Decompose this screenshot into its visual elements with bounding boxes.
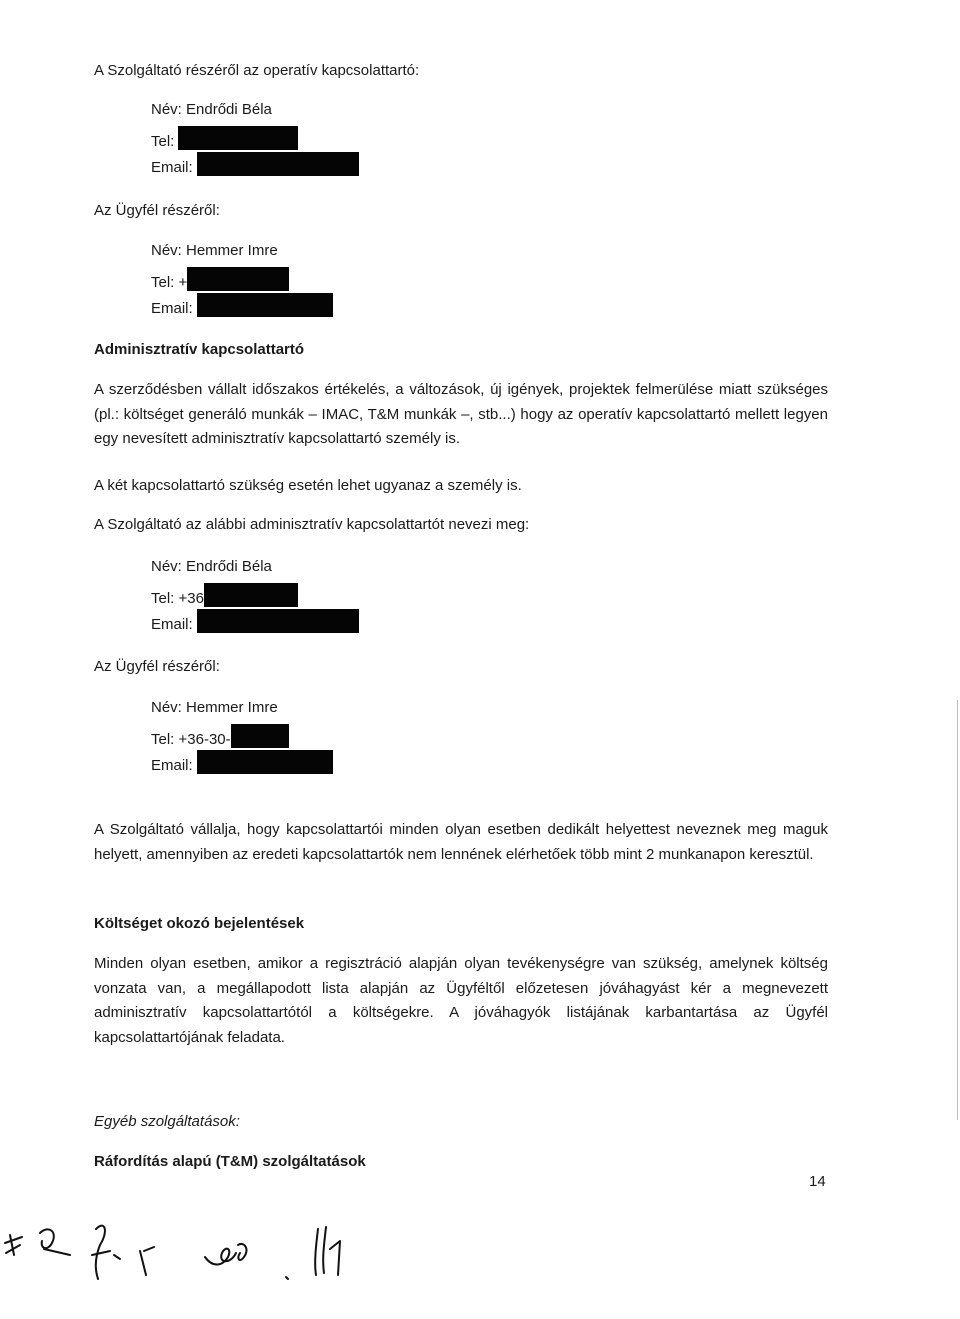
contact-email-row <box>151 152 359 177</box>
redaction-bar <box>231 724 289 748</box>
redaction-bar <box>197 293 333 317</box>
cost-paragraph: Minden olyan esetben, amikor a regisztráció alapján olyan tevékenységre van szükség, amelynek költség vonzata van, a megállapodott lista alapján az Ügyféltől előzetesen jóváhagyást kér a megnevezett adminisztratív kapcsolattartótól a költségekre. A jóváhagyók listájának karbantartása az Ügyfél kapcsolattartójának feladata. <box>94 955 828 1046</box>
client-admin-heading: Az Ügyfél részéről: <box>94 658 220 675</box>
contact-name: Név: Endrődi Béla <box>151 101 272 118</box>
redaction-bar <box>178 126 298 150</box>
cost-heading: Költséget okozó bejelentések <box>94 915 305 932</box>
initial-mark <box>205 1244 246 1265</box>
tel-label: Tel: +36 <box>151 590 204 607</box>
tel-label: Tel: + <box>151 274 188 291</box>
contact-email-row <box>151 609 359 634</box>
handwritten-initials <box>0 1215 400 1319</box>
admin-paragraph: A szerződésben vállalt időszakos értékelés, a változások, új igények, projektek felmerülése miatt szükséges (pl.: költséget generáló munkák – IMAC, T&M munkák –, stb...) hogy az operatív kapcsolattartó mellett legyen egy nevesített adminisztratív kapcsolattartó személy is. <box>94 381 828 447</box>
redaction-bar <box>197 609 359 633</box>
email-label: Email: <box>151 757 193 774</box>
contact-email-row <box>151 293 333 318</box>
contact-tel-row <box>151 724 289 749</box>
tel-label: Tel: <box>151 133 175 150</box>
email-label: Email: <box>151 300 193 317</box>
redaction-bar <box>197 750 333 774</box>
redaction-bar <box>197 152 359 176</box>
initial-mark <box>286 1277 288 1279</box>
contact-email-row <box>151 750 333 775</box>
initial-mark <box>140 1247 154 1275</box>
admin-contact-heading: Adminisztratív kapcsolattartó <box>94 341 305 358</box>
contact-name: Név: Hemmer Imre <box>151 699 278 716</box>
contact-tel-row <box>151 267 289 292</box>
contact-tel-row <box>151 126 298 151</box>
tel-label: Tel: +36-30- <box>151 731 231 748</box>
substitute-paragraph: A Szolgáltató vállalja, hogy kapcsolattartói minden olyan esetben dedikált helyettest neveznek meg maguk helyett, amennyiben az eredeti kapcsolattartók nem lennének elérhetőek több mint 2 munkanapon keresztül. <box>94 821 828 863</box>
redaction-bar <box>204 583 298 607</box>
email-label: Email: <box>151 159 193 176</box>
redaction-bar <box>187 267 289 291</box>
contact-name: Név: Endrődi Béla <box>151 558 272 575</box>
operative-contact-heading: A Szolgáltató részéről az operatív kapcsolattartó: <box>94 62 420 79</box>
other-services-heading: Egyéb szolgáltatások: <box>94 1113 240 1130</box>
contact-name: Név: Hemmer Imre <box>151 242 278 259</box>
tm-services-subheading: Ráfordítás alapú (T&M) szolgáltatások <box>94 1153 366 1170</box>
same-person-note: A két kapcsolattartó szükség esetén lehet ugyanaz a személy is. <box>94 477 522 494</box>
admin-naming-intro: A Szolgáltató az alábbi adminisztratív kapcsolattartót nevezi meg: <box>94 516 530 533</box>
initial-mark <box>5 1235 22 1255</box>
email-label: Email: <box>151 616 193 633</box>
scan-edge-line <box>957 700 958 1120</box>
client-contact-heading: Az Ügyfél részéről: <box>94 202 220 219</box>
initial-mark <box>40 1229 70 1255</box>
contact-tel-row <box>151 583 298 608</box>
initial-mark <box>315 1227 340 1275</box>
initial-mark <box>92 1226 120 1279</box>
page-number: 14 <box>809 1173 826 1190</box>
